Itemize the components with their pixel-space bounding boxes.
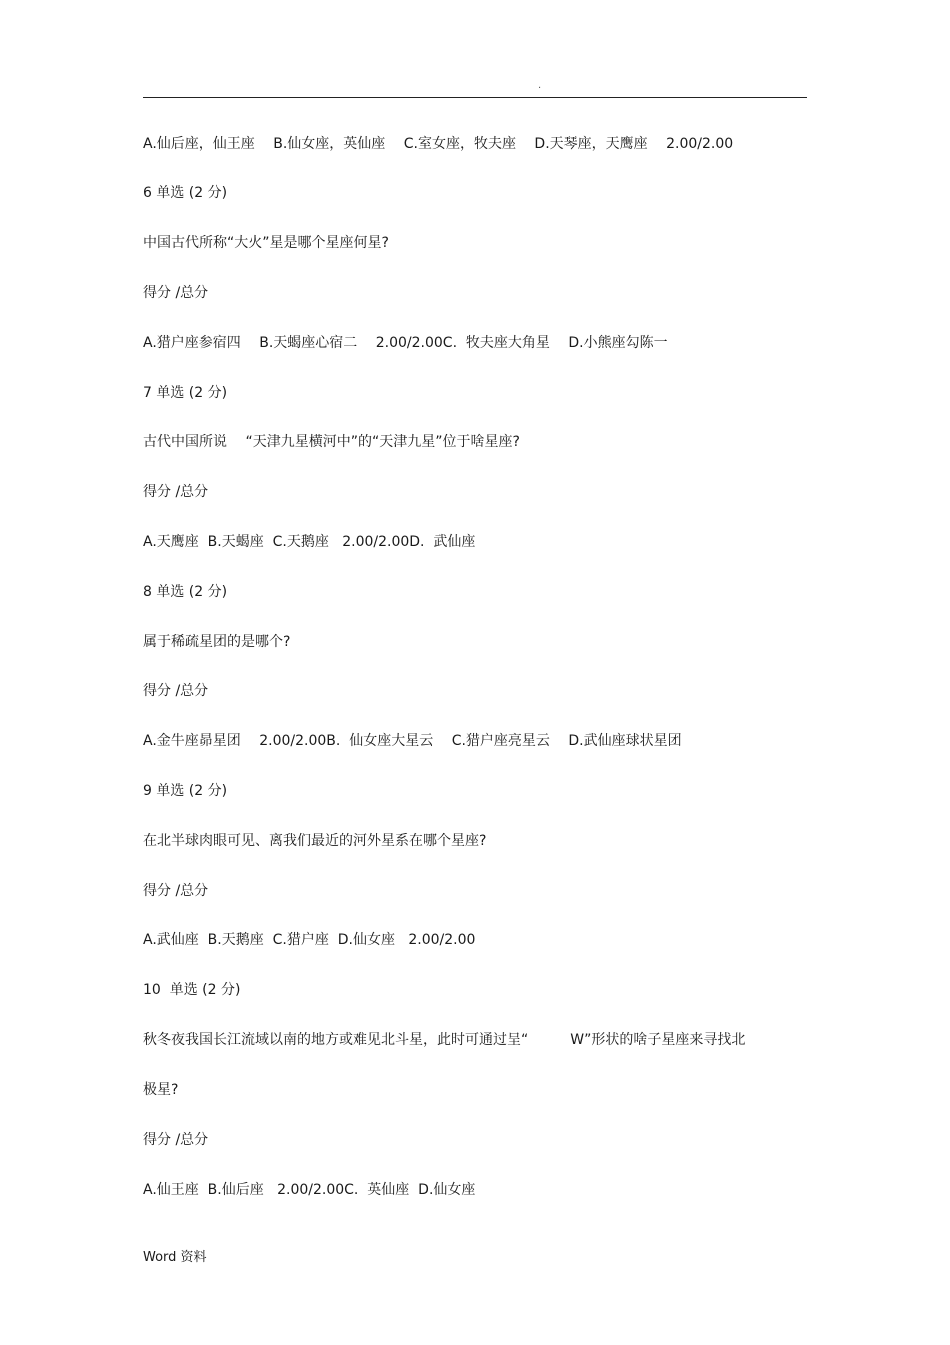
header-mark: . <box>538 80 542 91</box>
text-line: 8 单选 (2 分) <box>143 584 228 600</box>
text-line: 6 单选 (2 分) <box>143 185 228 201</box>
text-line: 10 单选 (2 分) <box>143 982 241 998</box>
text-line: 得分 /总分 <box>143 484 209 500</box>
text-line: 在北半球肉眼可见、离我们最近的河外星系在哪个星座? <box>143 833 487 849</box>
text-line: 9 单选 (2 分) <box>143 783 228 799</box>
text-line: 7 单选 (2 分) <box>143 385 228 401</box>
text-line: 古代中国所说 “天津九星横河中”的“天津九星”位于啥星座? <box>143 434 520 450</box>
text-line: A.武仙座 B.天鹅座 C.猎户座 D.仙女座 2.00/2.00 <box>143 932 476 948</box>
text-line: A.金牛座昴星团 2.00/2.00B. 仙女座大星云 C.猎户座亮星云 D.武仙座球状星团 <box>143 733 682 749</box>
header-rule <box>143 97 807 98</box>
text-line: A.猎户座参宿四 B.天蝎座心宿二 2.00/2.00C. 牧夫座大角星 D.小熊座勾陈一 <box>143 335 668 351</box>
footer-label: Word 资料 <box>143 1250 207 1265</box>
text-line: 得分 /总分 <box>143 883 209 899</box>
text-line: A.仙王座 B.仙后座 2.00/2.00C. 英仙座 D.仙女座 <box>143 1182 476 1198</box>
text-line: 得分 /总分 <box>143 683 209 699</box>
text-line: 中国古代所称“大火”星是哪个星座何星? <box>143 235 389 251</box>
text-line: A.天鹰座 B.天蝎座 C.天鹅座 2.00/2.00D. 武仙座 <box>143 534 476 550</box>
text-line: 得分 /总分 <box>143 1132 209 1148</box>
text-line: 属于稀疏星团的是哪个? <box>143 634 291 650</box>
text-line: 极星? <box>143 1082 179 1098</box>
text-line: A.仙后座，仙王座 B.仙女座，英仙座 C.室女座，牧夫座 D.天琴座，天鹰座 2.00/2.00 <box>143 136 734 152</box>
text-line: 得分 /总分 <box>143 285 209 301</box>
text-line: 秋冬夜我国长江流域以南的地方或难见北斗星，此时可通过呈“ W”形状的啥子星座来寻找北 <box>143 1032 746 1048</box>
